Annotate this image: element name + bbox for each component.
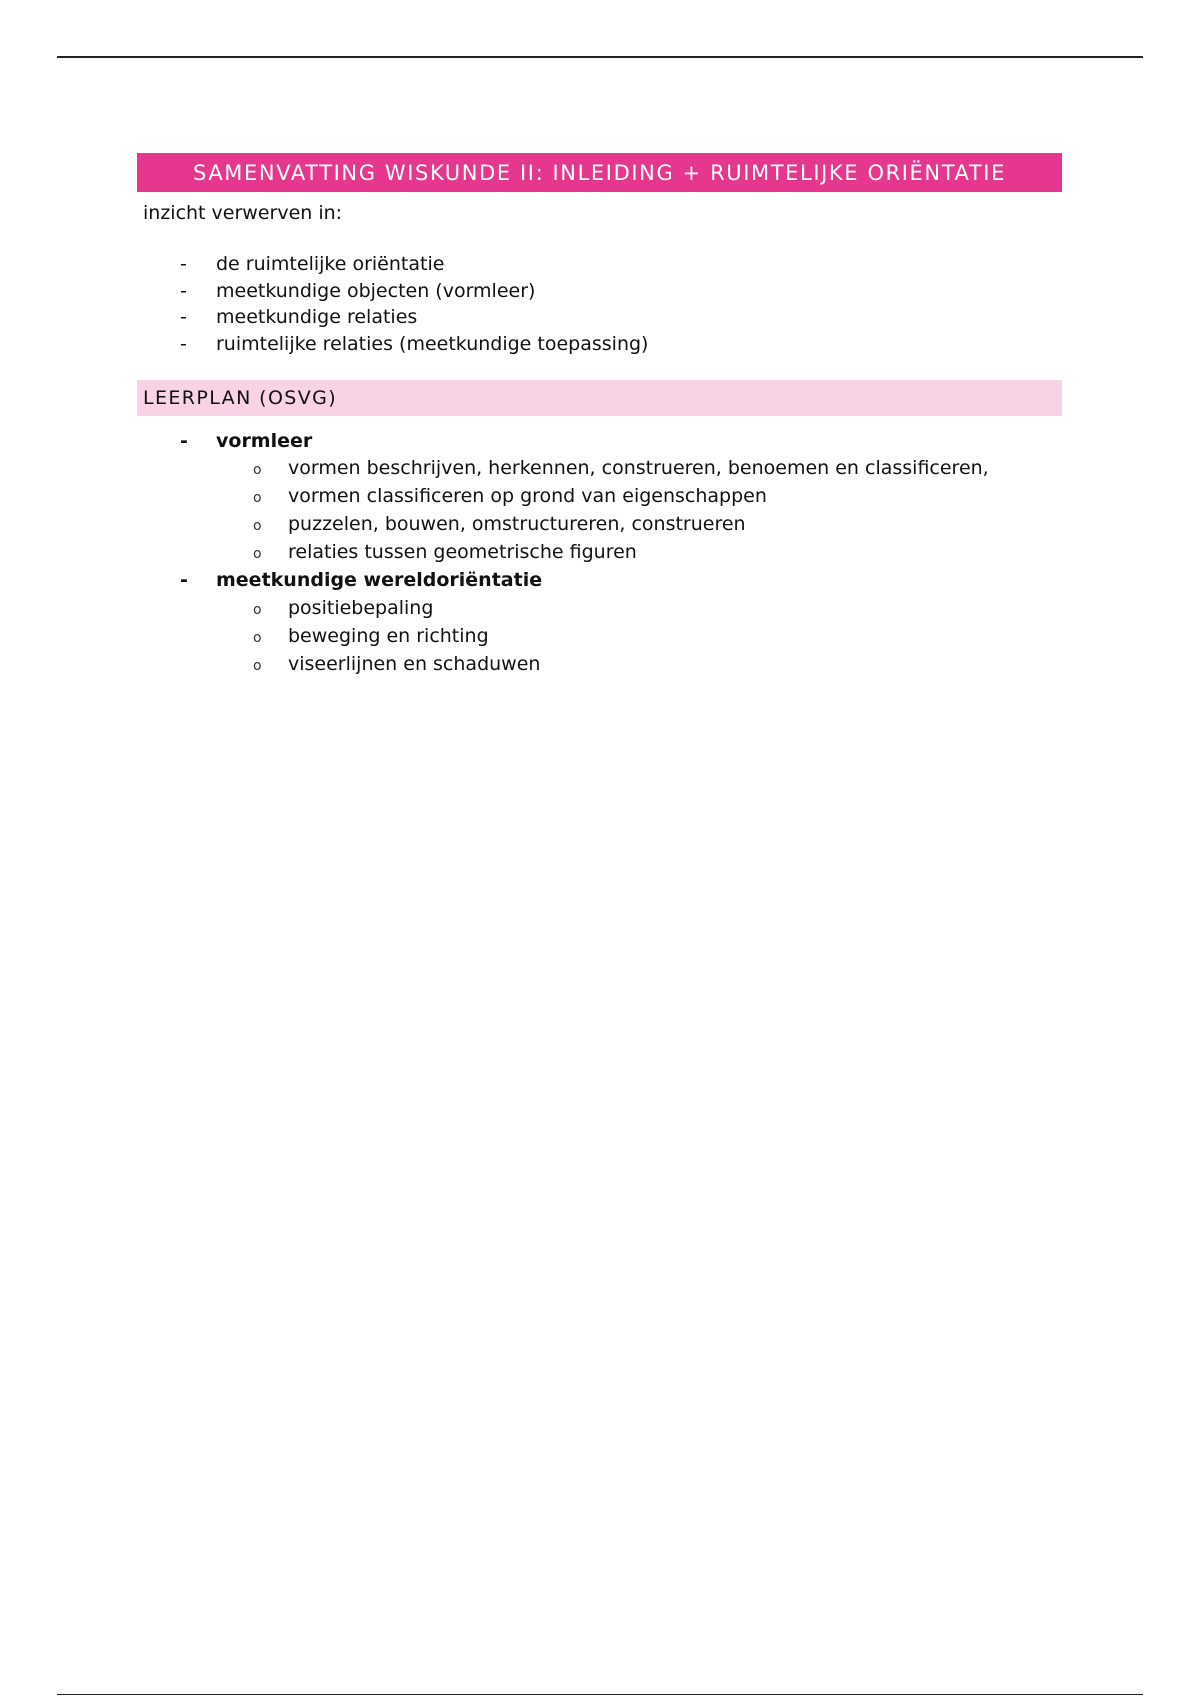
list-item: ruimtelijke relaties (meetkundige toepassing): [216, 333, 649, 355]
circle-bullet-icon: o: [253, 462, 262, 478]
footer-rule: [57, 1694, 1143, 1695]
group-label: meetkundige wereldoriëntatie: [216, 569, 543, 591]
header-rule: [57, 56, 1143, 58]
list-item: positiebepaling: [288, 597, 434, 619]
title-banner: [137, 153, 1062, 192]
list-item: relaties tussen geometrische figuren: [288, 541, 637, 563]
page-title: SAMENVATTING WISKUNDE II: INLEIDING + RUIMTELIJKE ORIËNTATIE: [193, 160, 1006, 185]
circle-bullet-icon: o: [253, 518, 262, 534]
bullet-dash: -: [180, 333, 187, 355]
list-item: puzzelen, bouwen, omstructureren, construeren: [288, 513, 746, 535]
section-heading-bar: [137, 380, 1062, 416]
list-item: meetkundige objecten (vormleer): [216, 280, 536, 302]
list-item: de ruimtelijke oriëntatie: [216, 253, 445, 275]
list-item: beweging en richting: [288, 625, 489, 647]
circle-bullet-icon: o: [253, 546, 262, 562]
bullet-dash: -: [180, 253, 187, 275]
list-item: vormen classificeren op grond van eigenschappen: [288, 485, 767, 507]
bullet-dash: -: [180, 430, 188, 452]
section-heading: LEERPLAN (OSVG): [143, 387, 338, 409]
bullet-dash: -: [180, 280, 187, 302]
list-item: meetkundige relaties: [216, 306, 418, 328]
list-item: vormen beschrijven, herkennen, construeren, benoemen en classificeren,: [288, 457, 989, 479]
intro-text: inzicht verwerven in:: [143, 202, 343, 224]
bullet-dash: -: [180, 569, 188, 591]
circle-bullet-icon: o: [253, 602, 262, 618]
bullet-dash: -: [180, 306, 187, 328]
circle-bullet-icon: o: [253, 630, 262, 646]
circle-bullet-icon: o: [253, 658, 262, 674]
list-item: viseerlijnen en schaduwen: [288, 653, 541, 675]
circle-bullet-icon: o: [253, 490, 262, 506]
group-label: vormleer: [216, 430, 313, 452]
